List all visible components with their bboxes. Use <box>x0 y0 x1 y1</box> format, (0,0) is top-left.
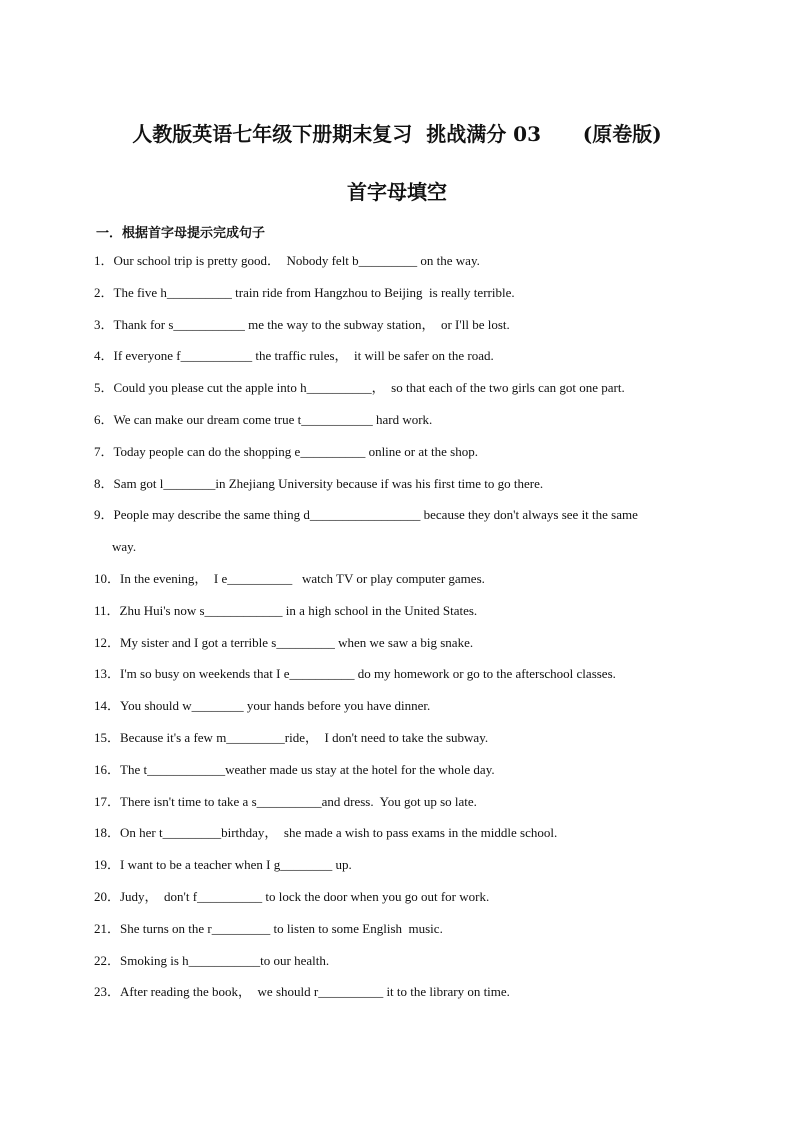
page-subtitle: 首字母填空 <box>347 180 447 204</box>
question-item-12: 12．My sister and I got a terrible s_________ when we saw a big snake. <box>94 634 474 650</box>
question-item-18: 18．On her t_________birthday， she made a wish to pass exams in the middle school. <box>94 825 558 841</box>
section-heading: 一．根据首字母提示完成句子 <box>96 226 266 241</box>
question-item-21: 21．She turns on the r_________ to listen to some English music. <box>94 920 443 936</box>
question-list <box>94 253 714 1016</box>
question-item-17: 17．There isn't time to take a s__________and dress. You got up so late. <box>94 793 477 809</box>
question-item-4: 4．If everyone f___________ the traffic rules， it will be safer on the road. <box>94 348 494 364</box>
question-item-11: 11．Zhu Hui's now s____________ in a high school in the United States. <box>94 602 478 618</box>
question-item-8: 8．Sam got l________in Zhejiang University because if was his first time to go there. <box>94 475 544 491</box>
question-item-20: 20．Judy， don't f__________ to lock the door when you go out for work. <box>94 888 490 904</box>
question-item-22: 22．Smoking is h___________to our health. <box>94 952 330 968</box>
question-item-1: 1．Our school trip is pretty good． Nobody felt b_________ on the way. <box>94 253 480 268</box>
question-item-3: 3．Thank for s___________ me the way to the subway station， or I'll be lost. <box>94 316 510 332</box>
question-item-6: 6．We can make our dream come true t___________ hard work. <box>94 411 433 427</box>
question-item-10: 10．In the evening， I e__________ watch TV or play computer games. <box>94 570 485 586</box>
question-item-14: 14．You should w________ your hands before you have dinner. <box>94 698 431 714</box>
question-item-19: 19．I want to be a teacher when I g________ up. <box>94 857 352 873</box>
question-item-15: 15．Because it's a few m_________ride， I don't need to take the subway. <box>94 729 489 745</box>
question-item-9: 9．People may describe the same thing d_________________ because they don't always see it the same <box>94 507 638 523</box>
question-item-16: 16．The t____________weather made us stay at the hotel for the whole day. <box>94 761 495 777</box>
question-item-23: 23．After reading the book， we should r__________ it to the library on time. <box>94 984 510 1000</box>
question-item-5: 5．Could you please cut the apple into h__________， so that each of the two girls can got one part. <box>94 380 625 396</box>
question-item-7: 7．Today people can do the shopping e__________ online or at the shop. <box>94 443 478 459</box>
question-item-2: 2．The five h__________ train ride from Hangzhou to Beijing is really terrible. <box>94 284 515 300</box>
page-title: 人教版英语七年级下册期末复习 挑战满分 03 (原卷版) <box>132 122 662 146</box>
question-item-13: 13．I'm so busy on weekends that I e__________ do my homework or go to the afterschool classes. <box>94 666 616 682</box>
question-item-9-continued: way. <box>112 539 137 555</box>
